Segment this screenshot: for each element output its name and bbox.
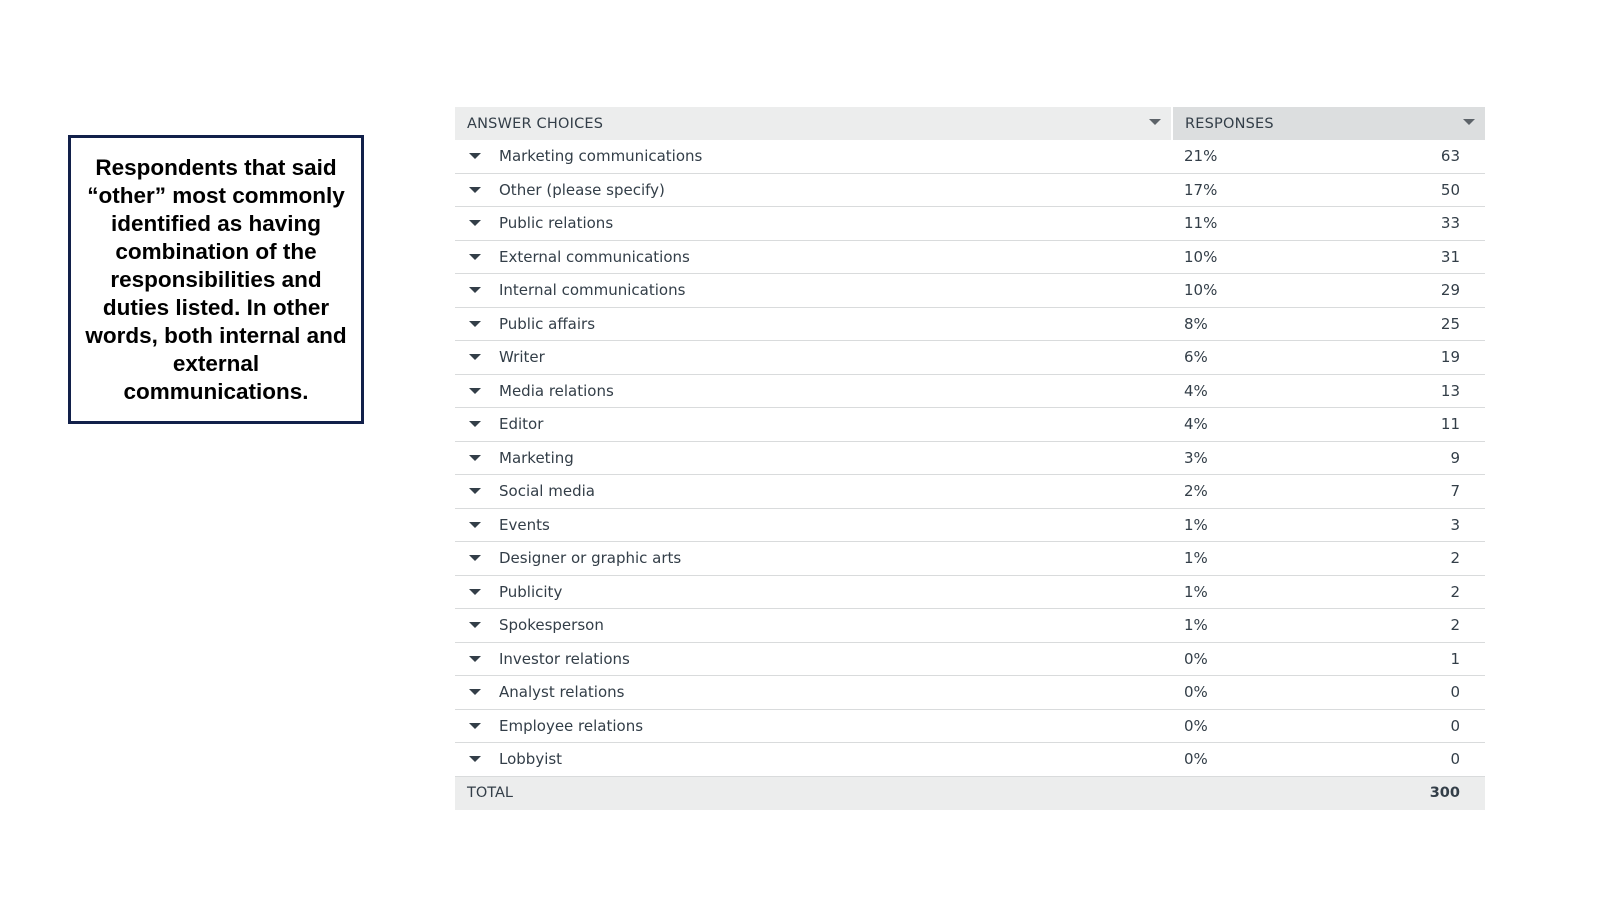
answer-choice-cell: [455, 575, 1172, 609]
answer-choice-cell: [455, 374, 1172, 408]
answer-choice-label: Media relations: [499, 381, 614, 400]
answer-choice-label: Marketing communications: [499, 147, 703, 166]
response-cell: [1172, 642, 1485, 676]
response-percent: 17%: [1184, 180, 1218, 199]
answer-choice-cell: [455, 173, 1172, 207]
response-cell: [1172, 374, 1485, 408]
answer-choice-cell: [455, 642, 1172, 676]
expand-caret-icon[interactable]: [469, 153, 481, 159]
response-cell: [1172, 542, 1485, 576]
total-row: [455, 776, 1485, 810]
answer-choice-label: Designer or graphic arts: [499, 549, 682, 568]
expand-caret-icon[interactable]: [469, 622, 481, 628]
table-row: [455, 441, 1485, 475]
answer-choice-label: Public affairs: [499, 314, 596, 333]
table-row: [455, 642, 1485, 676]
table-row: [455, 140, 1485, 173]
table-row: [455, 575, 1485, 609]
table-row: [455, 207, 1485, 241]
answer-choice-label: Investor relations: [499, 649, 630, 668]
total-label-cell: [455, 776, 1172, 810]
answer-choice-cell: [455, 609, 1172, 643]
response-count: 11: [1440, 415, 1460, 434]
answer-choice-label: Public relations: [499, 214, 614, 233]
response-percent: 1%: [1184, 616, 1208, 635]
response-cell: [1172, 140, 1485, 173]
response-cell: [1172, 743, 1485, 777]
response-count: 31: [1440, 247, 1460, 266]
response-percent: 6%: [1184, 348, 1208, 367]
expand-caret-icon[interactable]: [469, 455, 481, 461]
expand-caret-icon[interactable]: [469, 187, 481, 193]
column-header-answer-choices[interactable]: [455, 107, 1172, 140]
response-cell: [1172, 709, 1485, 743]
answer-choice-label: Editor: [499, 415, 544, 434]
response-percent: 1%: [1184, 515, 1208, 534]
response-count: 2: [1450, 549, 1460, 568]
expand-caret-icon[interactable]: [469, 220, 481, 226]
response-count: 19: [1440, 348, 1460, 367]
expand-caret-icon[interactable]: [469, 589, 481, 595]
response-count: 0: [1450, 683, 1460, 702]
answer-choice-label: Marketing: [499, 448, 574, 467]
table-row: [455, 508, 1485, 542]
response-cell: [1172, 341, 1485, 375]
answer-choice-label: Employee relations: [499, 716, 644, 735]
response-percent: 11%: [1184, 214, 1218, 233]
response-count: 9: [1450, 448, 1460, 467]
answer-choice-label: Social media: [499, 482, 595, 501]
answer-choice-cell: [455, 676, 1172, 710]
response-count: 63: [1440, 147, 1460, 166]
table-row: [455, 307, 1485, 341]
response-percent: 1%: [1184, 549, 1208, 568]
expand-caret-icon[interactable]: [469, 522, 481, 528]
expand-caret-icon[interactable]: [469, 354, 481, 360]
table-row: [455, 676, 1485, 710]
response-count: 50: [1440, 180, 1460, 199]
answer-choice-cell: [455, 240, 1172, 274]
column-header-responses[interactable]: [1172, 107, 1485, 140]
answer-choice-label: Lobbyist: [499, 750, 563, 769]
response-percent: 4%: [1184, 381, 1208, 400]
response-count: 1: [1450, 649, 1460, 668]
expand-caret-icon[interactable]: [469, 723, 481, 729]
response-percent: 0%: [1184, 683, 1208, 702]
table-row: [455, 408, 1485, 442]
response-cell: [1172, 475, 1485, 509]
answer-choice-label: Writer: [499, 348, 545, 367]
response-percent: 1%: [1184, 582, 1208, 601]
column-header-label: RESPONSES: [1185, 115, 1274, 132]
response-cell: [1172, 240, 1485, 274]
response-percent: 10%: [1184, 281, 1218, 300]
response-count: 13: [1440, 381, 1460, 400]
callout-box: [68, 135, 364, 424]
expand-caret-icon[interactable]: [469, 656, 481, 662]
table-row: [455, 374, 1485, 408]
answer-choice-label: Publicity: [499, 582, 563, 601]
response-count: 2: [1450, 582, 1460, 601]
response-percent: 21%: [1184, 147, 1218, 166]
response-cell: [1172, 676, 1485, 710]
table-row: [455, 542, 1485, 576]
table-row: [455, 274, 1485, 308]
response-cell: [1172, 207, 1485, 241]
response-cell: [1172, 575, 1485, 609]
answer-choice-label: Events: [499, 515, 550, 534]
total-count: 300: [1429, 785, 1460, 801]
answer-choice-cell: [455, 341, 1172, 375]
sort-dropdown-icon[interactable]: [1463, 119, 1475, 125]
expand-caret-icon[interactable]: [469, 287, 481, 293]
response-cell: [1172, 441, 1485, 475]
answer-choice-cell: [455, 709, 1172, 743]
expand-caret-icon[interactable]: [469, 421, 481, 427]
table-row: [455, 709, 1485, 743]
response-cell: [1172, 408, 1485, 442]
response-percent: 0%: [1184, 750, 1208, 769]
response-percent: 10%: [1184, 247, 1218, 266]
response-count: 2: [1450, 616, 1460, 635]
results-table: [455, 107, 1485, 810]
response-count: 29: [1440, 281, 1460, 300]
response-percent: 2%: [1184, 482, 1208, 501]
response-percent: 4%: [1184, 415, 1208, 434]
response-cell: [1172, 609, 1485, 643]
table-row: [455, 240, 1485, 274]
response-percent: 8%: [1184, 314, 1208, 333]
answer-choice-cell: [455, 140, 1172, 173]
response-count: 0: [1450, 750, 1460, 769]
response-count: 33: [1440, 214, 1460, 233]
table-body: [455, 140, 1485, 776]
expand-caret-icon[interactable]: [469, 488, 481, 494]
expand-caret-icon[interactable]: [469, 388, 481, 394]
answer-choice-cell: [455, 508, 1172, 542]
table-row: [455, 475, 1485, 509]
answer-choice-cell: [455, 542, 1172, 576]
response-count: 7: [1450, 482, 1460, 501]
answer-choice-label: Analyst relations: [499, 683, 625, 702]
answer-choice-label: External communications: [499, 247, 690, 266]
table-row: [455, 743, 1485, 777]
sort-dropdown-icon[interactable]: [1149, 119, 1161, 125]
column-header-label: ANSWER CHOICES: [467, 115, 604, 132]
answer-choice-cell: [455, 408, 1172, 442]
total-count-cell: [1172, 776, 1485, 810]
total-label: TOTAL: [467, 785, 513, 801]
response-percent: 0%: [1184, 716, 1208, 735]
response-cell: [1172, 274, 1485, 308]
expand-caret-icon[interactable]: [469, 756, 481, 762]
expand-caret-icon[interactable]: [469, 689, 481, 695]
answer-choice-label: Spokesperson: [499, 616, 604, 635]
expand-caret-icon[interactable]: [469, 321, 481, 327]
table-header-row: [455, 107, 1485, 140]
answer-choice-cell: [455, 307, 1172, 341]
response-count: 0: [1450, 716, 1460, 735]
answer-choice-label: Internal communications: [499, 281, 686, 300]
answer-choice-cell: [455, 743, 1172, 777]
response-count: 3: [1450, 515, 1460, 534]
answer-choice-label: Other (please specify): [499, 180, 665, 199]
response-count: 25: [1440, 314, 1460, 333]
callout-text: Respondents that said “other” most commonly identified as having combination of the responsibilities and duties listed. In other words, both internal and external communications.: [85, 154, 347, 404]
answer-choice-cell: [455, 475, 1172, 509]
response-percent: 0%: [1184, 649, 1208, 668]
answer-choice-cell: [455, 274, 1172, 308]
table-row: [455, 173, 1485, 207]
answer-choice-cell: [455, 441, 1172, 475]
response-percent: 3%: [1184, 448, 1208, 467]
response-cell: [1172, 307, 1485, 341]
expand-caret-icon[interactable]: [469, 254, 481, 260]
response-cell: [1172, 508, 1485, 542]
expand-caret-icon[interactable]: [469, 555, 481, 561]
table-row: [455, 609, 1485, 643]
table-row: [455, 341, 1485, 375]
response-cell: [1172, 173, 1485, 207]
answer-choice-cell: [455, 207, 1172, 241]
